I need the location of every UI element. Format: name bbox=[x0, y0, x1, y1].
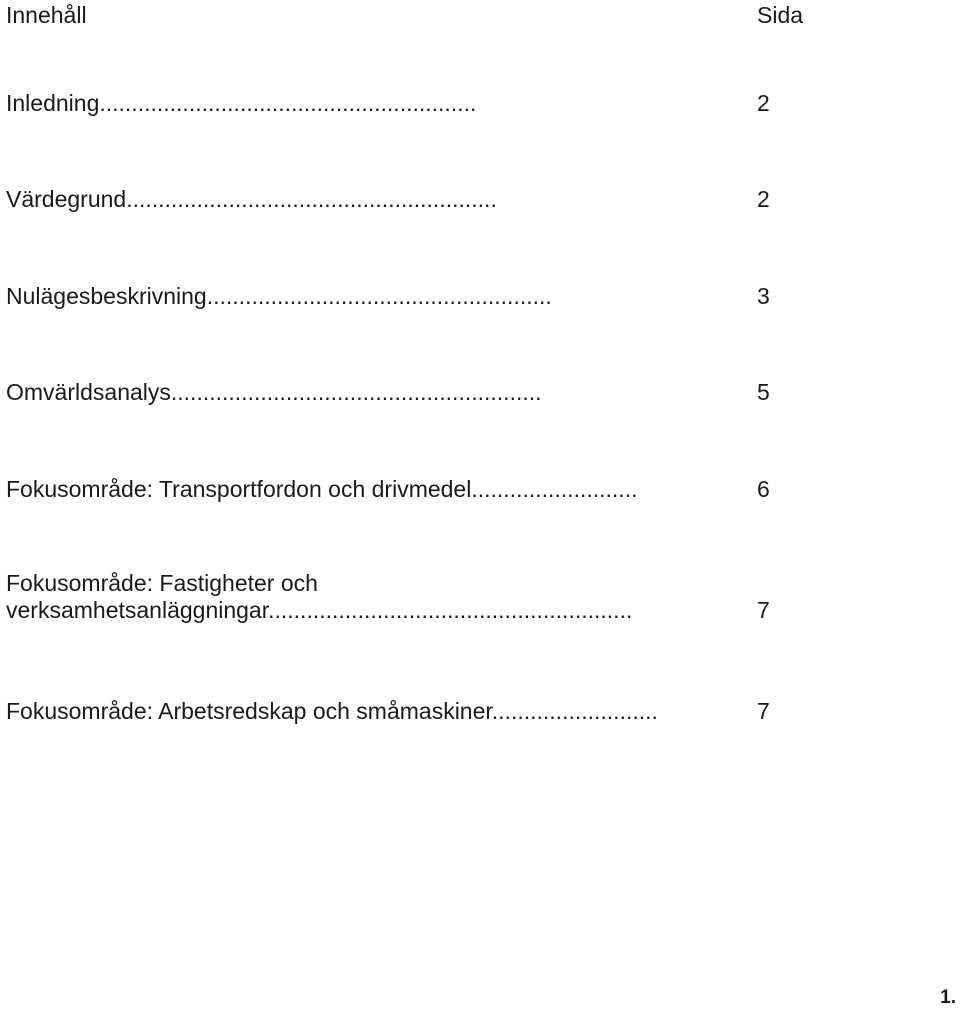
toc-entry-title: Värdegrund.......................................................... bbox=[6, 186, 497, 212]
toc-entry-title: Fokusområde: Arbetsredskap och småmaskiner.......................... bbox=[6, 698, 658, 724]
toc-entry-title-line1: Fokusområde: Fastigheter och bbox=[6, 570, 318, 596]
toc-entry-title: Inledning........................................................... bbox=[6, 90, 477, 116]
toc-entry-omvarldsanalys[interactable] bbox=[6, 379, 786, 406]
toc-entry-page: 5 bbox=[757, 379, 770, 405]
toc-entry-page: 2 bbox=[757, 90, 770, 116]
toc-entry-fastigheter[interactable] bbox=[6, 570, 786, 624]
toc-entry-page: 6 bbox=[757, 476, 770, 502]
toc-entry-page: 7 bbox=[757, 698, 770, 724]
toc-entry-inledning[interactable] bbox=[6, 90, 786, 117]
toc-entry-nulagesbeskrivning[interactable] bbox=[6, 283, 786, 310]
toc-heading: Innehåll bbox=[6, 2, 87, 28]
toc-entry-page: 2 bbox=[757, 186, 770, 212]
toc-entry-page: 3 bbox=[757, 283, 770, 309]
toc-entry-transportfordon[interactable] bbox=[6, 476, 786, 503]
toc-entry-page: 7 bbox=[757, 597, 770, 623]
page-number: 1. bbox=[940, 987, 956, 1008]
toc-entry-vardegrund[interactable] bbox=[6, 186, 786, 213]
toc-entry-title: Nulägesbeskrivning...................................................... bbox=[6, 283, 552, 309]
toc-entry-arbetsredskap[interactable] bbox=[6, 698, 786, 725]
toc-entry-title: Fokusområde: Transportfordon och drivmedel.......................... bbox=[6, 476, 638, 502]
toc-entry-title: Omvärldsanalys.......................................................... bbox=[6, 379, 542, 405]
page-column-heading: Sida bbox=[757, 2, 804, 28]
toc-entry-title-line2: verksamhetsanläggningar......................................................... bbox=[6, 597, 633, 623]
